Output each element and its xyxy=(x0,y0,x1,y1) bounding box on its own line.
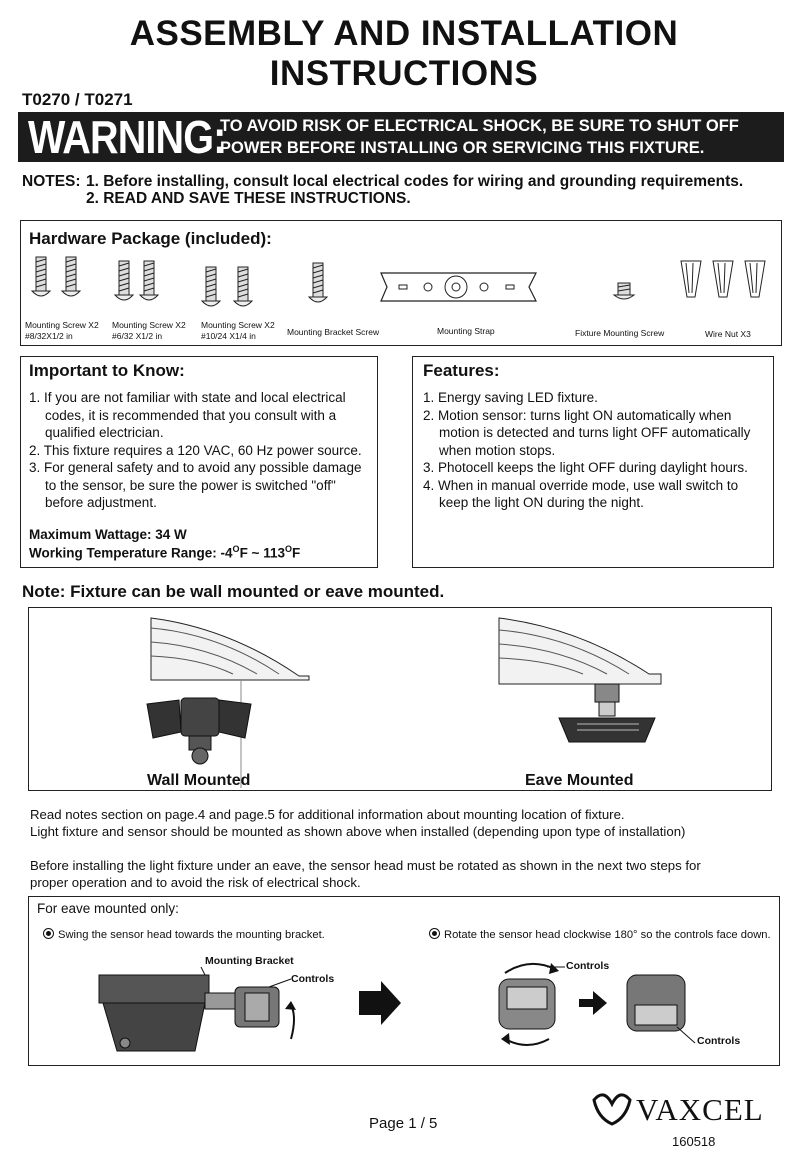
label-mounting-bracket: Mounting Bracket xyxy=(205,955,294,967)
max-wattage: Maximum Wattage: 34 W xyxy=(29,527,187,542)
label-controls-2: Controls xyxy=(566,960,610,972)
vaxcel-logo-icon xyxy=(590,1090,634,1128)
document-code: 160518 xyxy=(672,1134,716,1149)
para-3a: Before installing the light fixture under an eave, the sensor head must be rotated as shown in the next two steps for xyxy=(30,858,701,873)
para-3b: proper operation and to avoid the risk of electrical shock. xyxy=(30,875,361,890)
hardware-package-box xyxy=(20,220,782,346)
feature-item-2: 2. Motion sensor: turns light ON automatically when motion is detected and turns light OFF automatically when motion stops. xyxy=(423,407,751,458)
feature-item-4: 4. When in manual override mode, use wall switch to keep the light ON during the night. xyxy=(423,477,739,510)
hw-label-7: Wire Nut X3 xyxy=(705,329,751,339)
page-title: ASSEMBLY AND INSTALLATION xyxy=(129,14,679,53)
screw-icon-6-32b xyxy=(140,261,158,300)
roof-icon-eave xyxy=(499,618,661,684)
important-item-1: 1. If you are not familiar with state and local electrical codes, it is recommended that you consult with a qualified electrician. xyxy=(29,390,346,440)
important-item-3: 3. For general safety and to avoid any possible damage to the sensor, be sure the power is switched "off" before adjustment. xyxy=(29,460,362,510)
hardware-title: Hardware Package (included): xyxy=(29,229,272,248)
fixture-screw-icon xyxy=(614,283,634,299)
mounting-illustration-box xyxy=(28,607,772,791)
bullet-icon xyxy=(43,928,54,939)
wire-nut-icon xyxy=(681,261,765,297)
arrow-right-small-icon xyxy=(579,991,607,1015)
para-2: Light fixture and sensor should be mounted as shown above when installed (depending upon type of installation) xyxy=(30,824,686,839)
warning-banner xyxy=(18,112,784,162)
sensor-rotated-icon xyxy=(627,975,695,1043)
warning-label: WARNING: xyxy=(28,111,226,163)
screw-icon-8-32a xyxy=(32,257,50,296)
hw-sub-1: #8/32X1/2 in xyxy=(25,331,73,341)
notes-prefix: NOTES: xyxy=(22,173,81,190)
screw-icon-8-32b xyxy=(62,257,80,296)
eave-mounted-fixture-icon xyxy=(559,684,655,742)
brand-name: VAXCEL xyxy=(636,1092,764,1127)
label-controls-3: Controls xyxy=(697,1035,741,1047)
warning-line-2: POWER BEFORE INSTALLING OR SERVICING THIS FIXTURE. xyxy=(220,139,705,157)
notes-line-2: 2. READ AND SAVE THESE INSTRUCTIONS. xyxy=(86,190,411,207)
page-number: Page 1 / 5 xyxy=(369,1115,438,1132)
mounting-strap-icon xyxy=(381,273,536,301)
hw-label-3: Mounting Screw X2 xyxy=(201,320,275,330)
bullet-icon xyxy=(429,928,440,939)
screw-icon-6-32a xyxy=(115,261,133,300)
label-controls-1: Controls xyxy=(291,973,335,985)
important-title: Important to Know: xyxy=(29,361,185,380)
hw-sub-3: #10/24 X1/4 in xyxy=(201,331,256,341)
important-item-2: 2. This fixture requires a 120 VAC, 60 Hz power source. xyxy=(29,442,362,458)
hw-sub-2: #6/32 X1/2 in xyxy=(112,331,163,341)
eave-steps-box xyxy=(28,896,780,1066)
important-list xyxy=(29,389,373,512)
hw-label-5: Mounting Strap xyxy=(437,326,495,336)
para-1: Read notes section on page.4 and page.5 for additional information about mounting location of fixture. xyxy=(30,807,625,822)
mount-note: Note: Fixture can be wall mounted or eave mounted. xyxy=(22,582,445,601)
features-list xyxy=(423,389,771,512)
wall-mounted-fixture-icon xyxy=(147,698,251,764)
mounting-illustrations xyxy=(29,608,771,790)
screw-icon-10-24b xyxy=(234,267,252,306)
important-box xyxy=(20,356,378,568)
eave-steps-illustration xyxy=(29,947,779,1065)
hw-label-1: Mounting Screw X2 xyxy=(25,320,99,330)
step-2: Rotate the sensor head clockwise 180° so the controls face down. xyxy=(429,927,771,941)
screw-icon-10-24a xyxy=(202,267,220,306)
wall-mounted-label: Wall Mounted xyxy=(147,772,251,789)
hw-label-6: Fixture Mounting Screw xyxy=(575,328,665,338)
temp-range: Working Temperature Range: $-4^OF$ ~ $113^OF$ xyxy=(29,544,301,561)
eave-box-title: For eave mounted only: xyxy=(37,901,179,916)
model-number: T0270 / T0271 xyxy=(22,90,133,109)
feature-item-3: 3. Photocell keeps the light OFF during daylight hours. xyxy=(423,460,748,475)
features-box xyxy=(412,356,774,568)
step-1: Swing the sensor head towards the mounting bracket. xyxy=(43,927,325,941)
hardware-illustrations xyxy=(21,251,781,331)
notes-line-1: 1. Before installing, consult local electrical codes for wiring and grounding requirements. xyxy=(86,173,744,190)
eave-mounted-label: Eave Mounted xyxy=(525,772,634,789)
features-title: Features: xyxy=(423,361,500,380)
hw-label-2: Mounting Screw X2 xyxy=(112,320,186,330)
warning-line-1: TO AVOID RISK OF ELECTRICAL SHOCK, BE SURE TO SHUT OFF xyxy=(220,117,739,135)
bracket-screw-icon xyxy=(309,263,327,302)
page-title-line2: INSTRUCTIONS xyxy=(269,54,539,93)
fixture-side-icon xyxy=(99,967,296,1051)
feature-item-1: 1. Energy saving LED fixture. xyxy=(423,390,598,405)
hw-label-4: Mounting Bracket Screw xyxy=(287,327,380,337)
sensor-rotate-icon xyxy=(499,963,565,1045)
arrow-right-icon xyxy=(359,981,401,1025)
